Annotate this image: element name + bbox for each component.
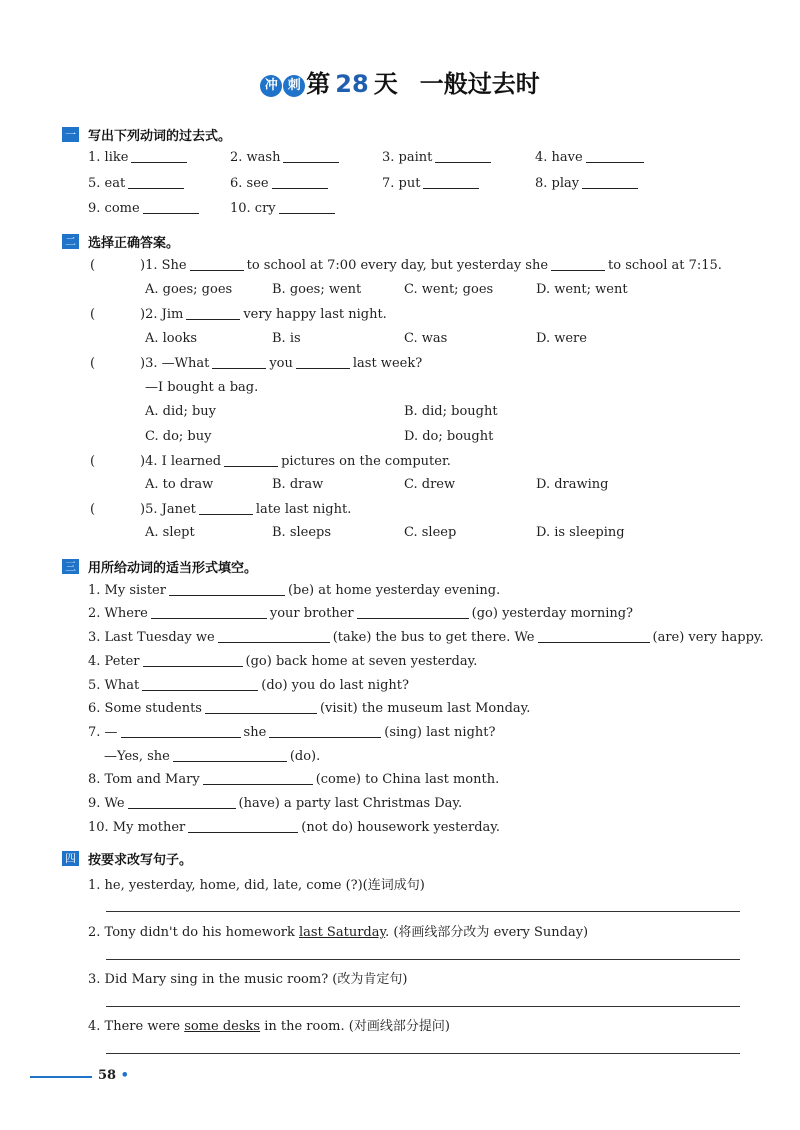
answer-line[interactable] bbox=[106, 1053, 740, 1054]
answer-blank[interactable] bbox=[173, 748, 287, 762]
answer-blank[interactable] bbox=[142, 677, 258, 691]
answer-blank[interactable] bbox=[586, 149, 644, 163]
answer-blank[interactable] bbox=[296, 355, 350, 369]
s1-item-3: 3. paint bbox=[382, 149, 494, 165]
s2-q1-option-b[interactable]: B. goes; went bbox=[272, 282, 362, 297]
s2-q3-option-a[interactable]: A. did; buy bbox=[145, 404, 217, 419]
footer-accent-line bbox=[30, 1076, 92, 1078]
answer-blank[interactable] bbox=[151, 605, 267, 619]
answer-blank[interactable] bbox=[269, 724, 381, 738]
s2-q3-option-d[interactable]: D. do; bought bbox=[404, 429, 494, 444]
s2-q2-option-c[interactable]: C. was bbox=[404, 331, 448, 346]
answer-blank[interactable] bbox=[190, 257, 244, 271]
answer-blank[interactable] bbox=[186, 306, 240, 320]
page-number: 58 • bbox=[98, 1068, 129, 1083]
answer-blank[interactable] bbox=[582, 175, 638, 189]
s1-item-9: 9. come bbox=[88, 200, 202, 216]
answer-blank[interactable] bbox=[128, 795, 236, 809]
s4-question-4: 4. There were some desks in the room. (对画线部分提问) bbox=[88, 1019, 450, 1034]
s4-question-3: 3. Did Mary sing in the music room? (改为肯定句) bbox=[88, 972, 408, 987]
answer-blank[interactable] bbox=[212, 355, 266, 369]
s4-question-2: 2. Tony didn't do his homework last Saturday. (将画线部分改为 every Sunday) bbox=[88, 925, 589, 940]
answer-paren[interactable]: ( bbox=[90, 502, 96, 517]
s3-line-10: 10. My mother (not do) housework yesterday. bbox=[88, 820, 501, 835]
answer-blank[interactable] bbox=[121, 724, 241, 738]
title-topic: 一般过去时 bbox=[419, 70, 540, 98]
section-4-marker: 四 bbox=[62, 851, 79, 866]
section-2-title: 选择正确答案。 bbox=[88, 236, 180, 251]
s2-q5-option-b[interactable]: B. sleeps bbox=[272, 525, 332, 540]
answer-blank[interactable] bbox=[131, 149, 187, 163]
section-1-marker: 一 bbox=[62, 127, 79, 142]
answer-blank[interactable] bbox=[169, 582, 285, 596]
s2-q5-option-a[interactable]: A. slept bbox=[145, 525, 195, 540]
s2-q3-option-b[interactable]: B. did; bought bbox=[404, 404, 498, 419]
s3-line-8: 8. Tom and Mary (come) to China last month. bbox=[88, 772, 500, 787]
s3-line-2: 2. Where your brother (go) yesterday morning? bbox=[88, 606, 634, 621]
s1-item-1: 1. like bbox=[88, 149, 190, 165]
section-3-marker: 三 bbox=[62, 559, 79, 574]
s2-q4-option-c[interactable]: C. drew bbox=[404, 477, 456, 492]
answer-blank[interactable] bbox=[188, 819, 298, 833]
answer-blank[interactable] bbox=[203, 771, 313, 785]
s3-line-1: 1. My sister (be) at home yesterday evening. bbox=[88, 583, 501, 598]
s2-q4-option-a[interactable]: A. to draw bbox=[145, 477, 214, 492]
badge-char-1: 冲 bbox=[260, 75, 282, 97]
s2-q5-option-d[interactable]: D. is sleeping bbox=[536, 525, 625, 540]
answer-blank[interactable] bbox=[538, 629, 650, 643]
s1-item-5: 5. eat bbox=[88, 175, 187, 191]
answer-line[interactable] bbox=[106, 911, 740, 912]
answer-blank[interactable] bbox=[272, 175, 328, 189]
answer-blank[interactable] bbox=[218, 629, 330, 643]
s3-line-6: 6. Some students (visit) the museum last Monday. bbox=[88, 701, 531, 716]
badge-char-2: 刺 bbox=[283, 75, 305, 97]
answer-blank[interactable] bbox=[357, 605, 469, 619]
answer-blank[interactable] bbox=[423, 175, 479, 189]
s2-q4-option-d[interactable]: D. drawing bbox=[536, 477, 609, 492]
section-3-title: 用所给动词的适当形式填空。 bbox=[88, 561, 258, 576]
answer-blank[interactable] bbox=[205, 700, 317, 714]
s4-question-1: 1. he, yesterday, home, did, late, come (?)(连词成句) bbox=[88, 878, 425, 893]
section-1-title: 写出下列动词的过去式。 bbox=[88, 129, 232, 144]
title-prefix: 第 bbox=[306, 70, 331, 98]
s1-item-10: 10. cry bbox=[230, 200, 338, 216]
section-2-marker: 二 bbox=[62, 234, 79, 249]
title-day-suffix: 天 bbox=[373, 70, 398, 98]
answer-paren[interactable]: ( bbox=[90, 356, 96, 371]
answer-paren[interactable]: ( bbox=[90, 454, 96, 469]
answer-line[interactable] bbox=[106, 959, 740, 960]
s1-item-8: 8. play bbox=[535, 175, 641, 191]
answer-blank[interactable] bbox=[143, 653, 243, 667]
s2-question-2: ( )2. Jim very happy last night. bbox=[90, 307, 387, 322]
s2-question-1: ( )1. She to school at 7:00 every day, but yesterday she to school at 7:15. bbox=[90, 258, 722, 273]
s3-line-4: 4. Peter (go) back home at seven yesterday. bbox=[88, 654, 478, 669]
s3-line-5: 5. What (do) you do last night? bbox=[88, 678, 409, 693]
s2-question-5: ( )5. Janet late last night. bbox=[90, 502, 352, 517]
s2-q1-option-a[interactable]: A. goes; goes bbox=[145, 282, 233, 297]
answer-blank[interactable] bbox=[128, 175, 184, 189]
s2-q2-option-d[interactable]: D. were bbox=[536, 331, 587, 346]
s1-item-4: 4. have bbox=[535, 149, 647, 165]
answer-paren[interactable]: ( bbox=[90, 307, 96, 322]
answer-blank[interactable] bbox=[283, 149, 339, 163]
answer-blank[interactable] bbox=[279, 200, 335, 214]
answer-blank[interactable] bbox=[199, 501, 253, 515]
s2-q5-option-c[interactable]: C. sleep bbox=[404, 525, 457, 540]
s1-item-2: 2. wash bbox=[230, 149, 342, 165]
s2-question-3: ( )3. —What you last week? bbox=[90, 356, 423, 371]
s2-q3-option-c[interactable]: C. do; buy bbox=[145, 429, 212, 444]
answer-blank[interactable] bbox=[224, 453, 278, 467]
answer-blank[interactable] bbox=[435, 149, 491, 163]
s3-line-7: 7. — she (sing) last night? bbox=[88, 725, 496, 740]
s3-line-9: 9. We (have) a party last Christmas Day. bbox=[88, 796, 463, 811]
answer-blank[interactable] bbox=[551, 257, 605, 271]
section-4-title: 按要求改写句子。 bbox=[88, 853, 193, 868]
s2-q2-option-a[interactable]: A. looks bbox=[145, 331, 198, 346]
answer-blank[interactable] bbox=[143, 200, 199, 214]
s3-line-3: 3. Last Tuesday we (take) the bus to get there. We (are) very happy. bbox=[88, 630, 764, 645]
title-day-number: 28 bbox=[335, 70, 369, 98]
page-title bbox=[0, 64, 800, 99]
s2-q1-option-d[interactable]: D. went; went bbox=[536, 282, 628, 297]
answer-line[interactable] bbox=[106, 1006, 740, 1007]
s1-item-7: 7. put bbox=[382, 175, 482, 191]
s3-line-7-reply: —Yes, she (do). bbox=[104, 749, 321, 764]
s2-q3-reply: —I bought a bag. bbox=[145, 380, 259, 395]
s1-item-6: 6. see bbox=[230, 175, 331, 191]
s2-q4-option-b[interactable]: B. draw bbox=[272, 477, 324, 492]
answer-paren[interactable]: ( bbox=[90, 258, 96, 273]
s2-question-4: ( )4. I learned pictures on the computer. bbox=[90, 454, 451, 469]
s2-q2-option-b[interactable]: B. is bbox=[272, 331, 301, 346]
s2-q1-option-c[interactable]: C. went; goes bbox=[404, 282, 494, 297]
